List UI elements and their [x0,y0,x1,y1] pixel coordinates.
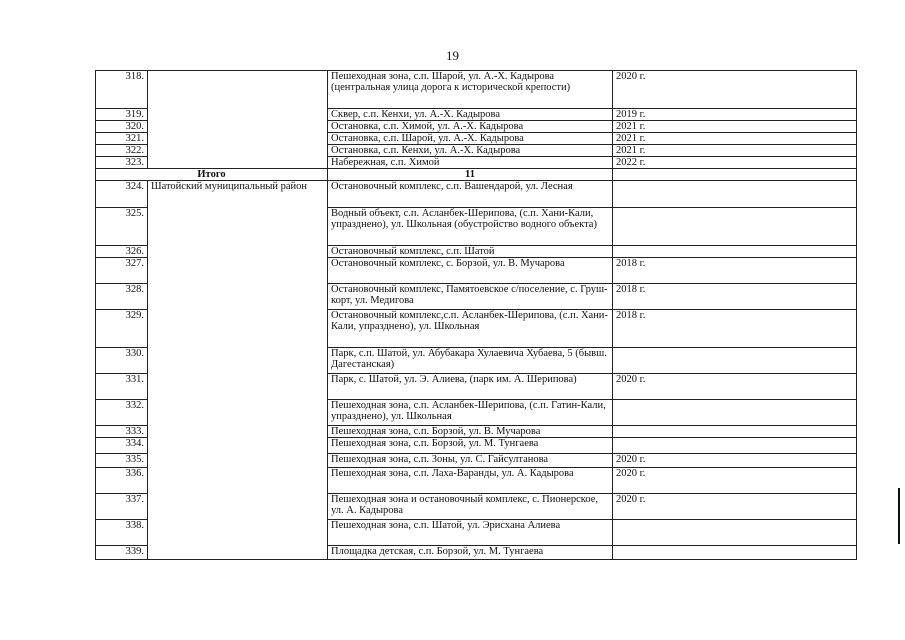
registry-table [95,70,857,560]
object-cell: Пешеходная зона, с.п. Лаха-Варанды, ул. А. Кадырова [328,468,613,494]
object-cell: Пешеходная зона, с.п. Асланбек-Шерипова, (с.п. Гатин-Кали, упразднено), ул. Школьная [328,400,613,426]
year-cell [613,181,857,208]
object-cell: Площадка детская, с.п. Борзой, ул. М. Тунгаева [328,546,613,560]
object-cell: Остановка, с.п. Шарой, ул. А.-Х. Кадырова [328,133,613,145]
table-row [96,181,857,208]
year-cell [613,426,857,438]
object-cell: Остановка, с.п. Химой, ул. А.-Х. Кадырова [328,121,613,133]
row-number: 336. [96,468,148,494]
registry-body [96,71,857,560]
year-cell [613,438,857,454]
object-cell: Остановка, с.п. Кенхи, ул. А.-Х. Кадырова [328,145,613,157]
row-number: 325. [96,208,148,246]
object-cell: Парк, с. Шатой, ул. Э. Алиева, (парк им. А. Шерипова) [328,374,613,400]
object-cell: Водный объект, с.п. Асланбек-Шерипова, (с.п. Хани-Кали, упразднено), ул. Школьная (обустройство водного объекта) [328,208,613,246]
object-cell: Парк, с.п. Шатой, ул. Абубакара Хулаевича Хубаева, 5 (бывш. Дагестанская) [328,348,613,374]
row-number: 326. [96,246,148,258]
row-number: 322. [96,145,148,157]
row-number: 319. [96,109,148,121]
year-cell: 2020 г. [613,454,857,468]
row-number: 334. [96,438,148,454]
year-cell: 2021 г. [613,145,857,157]
row-number: 331. [96,374,148,400]
row-number: 320. [96,121,148,133]
year-cell: 2020 г. [613,374,857,400]
year-cell: 2018 г. [613,284,857,310]
year-cell: 2020 г. [613,468,857,494]
page-number: 19 [446,48,459,63]
row-number: 337. [96,494,148,520]
object-cell: Пешеходная зона, с.п. Борзой, ул. В. Мучарова [328,426,613,438]
year-cell [613,400,857,426]
total-empty [613,169,857,181]
object-cell: Остановочный комплекс, с.п. Шатой [328,246,613,258]
year-cell: 2021 г. [613,121,857,133]
row-number: 323. [96,157,148,169]
object-cell: Пешеходная зона, с.п. Шарой, ул. А.-Х. Кадырова (центральная улица дорога к исторической крепости) [328,71,613,109]
object-cell: Остановочный комплекс,с.п. Асланбек-Шерипова, (с.п. Хани-Кали, упразднено), ул. Школьная [328,310,613,348]
object-cell: Остановочный комплекс, с.п. Вашендарой, ул. Лесная [328,181,613,208]
total-label: Итого [96,169,328,181]
year-cell: 2020 г. [613,71,857,109]
year-cell: 2022 г. [613,157,857,169]
municipality-cell: Шатойский муниципальный район [148,181,328,560]
year-cell [613,208,857,246]
object-cell: Сквер, с.п. Кенхи, ул. А.-Х. Кадырова [328,109,613,121]
row-number: 328. [96,284,148,310]
year-cell [613,546,857,560]
year-cell [613,348,857,374]
municipality-cell-empty [148,71,328,169]
year-cell: 2020 г. [613,494,857,520]
object-cell: Пешеходная зона, с.п. Зоны, ул. С. Гайсултанова [328,454,613,468]
total-row [96,169,857,181]
row-number: 339. [96,546,148,560]
row-number: 327. [96,258,148,284]
object-cell: Остановочный комплекс, с. Борзой, ул. В. Мучарова [328,258,613,284]
row-number: 338. [96,520,148,546]
row-number: 330. [96,348,148,374]
year-cell: 2019 г. [613,109,857,121]
object-cell: Пешеходная зона и остановочный комплекс, с. Пионерское, ул. А. Кадырова [328,494,613,520]
total-value: 11 [328,169,613,181]
year-cell: 2018 г. [613,310,857,348]
year-cell [613,246,857,258]
row-number: 335. [96,454,148,468]
row-number: 318. [96,71,148,109]
row-number: 332. [96,400,148,426]
object-cell: Пешеходная зона, с.п. Шатой, ул. Эрисхана Алиева [328,520,613,546]
year-cell: 2021 г. [613,133,857,145]
row-number: 329. [96,310,148,348]
year-cell [613,520,857,546]
table-row [96,71,857,109]
row-number: 324. [96,181,148,208]
row-number: 333. [96,426,148,438]
object-cell: Пешеходная зона, с.п. Борзой, ул. М. Тунгаева [328,438,613,454]
scan-edge-mark [898,488,900,544]
row-number: 321. [96,133,148,145]
year-cell: 2018 г. [613,258,857,284]
object-cell: Остановочный комплекс, Памятоевское с/поселение, с. Груш-корт, ул. Медигова [328,284,613,310]
object-cell: Набережная, с.п. Химой [328,157,613,169]
